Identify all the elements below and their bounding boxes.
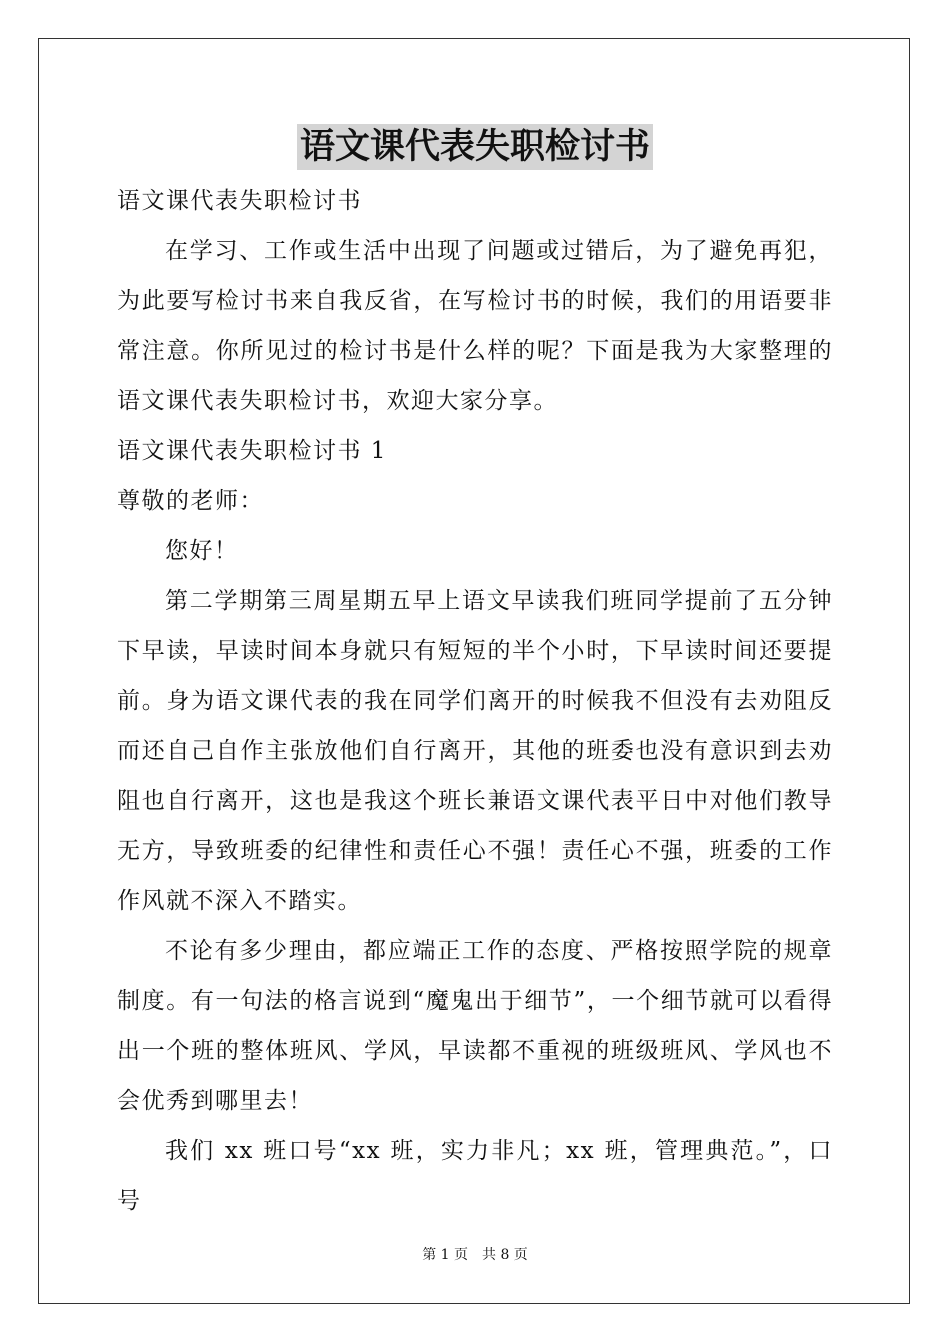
paragraph-body-3: 我们 xx 班口号“xx 班，实力非凡；xx 班，管理典范。”，口号 [117, 1138, 833, 1214]
title-container [0, 124, 950, 170]
paragraph-body-2: 不论有多少理由，都应端正工作的态度、严格按照学院的规章制度。有一句法的格言说到“魔鬼出于细节”，一个细节就可以看得出一个班的整体班风、学风，早读都不重视的班级班风、学风也不会优秀到哪里去！ [117, 938, 833, 1114]
paragraph-body-1: 第二学期第三周星期五早上语文早读我们班同学提前了五分钟下早读，早读时间本身就只有短短的半个小时，下早读时间还要提前。身为语文课代表的我在同学们离开的时候我不但没有去劝阻反而还自己自作主张放他们自行离开，其他的班委也没有意识到去劝阻也自行离开，这也是我这个班长兼语文课代表平日中对他们教导无方，导致班委的纪律性和责任心不强！责任心不强，班委的工作作风就不深入不踏实。 [117, 588, 833, 914]
page-footer: 第 1 页 共 8 页 [422, 1247, 528, 1263]
document-body [117, 176, 833, 1226]
paragraph-greeting: 您好！ [165, 538, 239, 564]
document-title: 语文课代表失职检讨书 [297, 124, 653, 170]
paragraph-salutation: 尊敬的老师： [117, 488, 264, 514]
paragraph-subtitle: 语文课代表失职检讨书 [117, 188, 362, 214]
paragraph-intro: 在学习、工作或生活中出现了问题或过错后，为了避免再犯，为此要写检讨书来自我反省，在写检讨书的时候，我们的用语要非常注意。你所见过的检讨书是什么样的呢？下面是我为大家整理的语文课代表失职检讨书，欢迎大家分享。 [117, 238, 833, 414]
paragraph-section-heading: 语文课代表失职检讨书 1 [117, 438, 387, 464]
